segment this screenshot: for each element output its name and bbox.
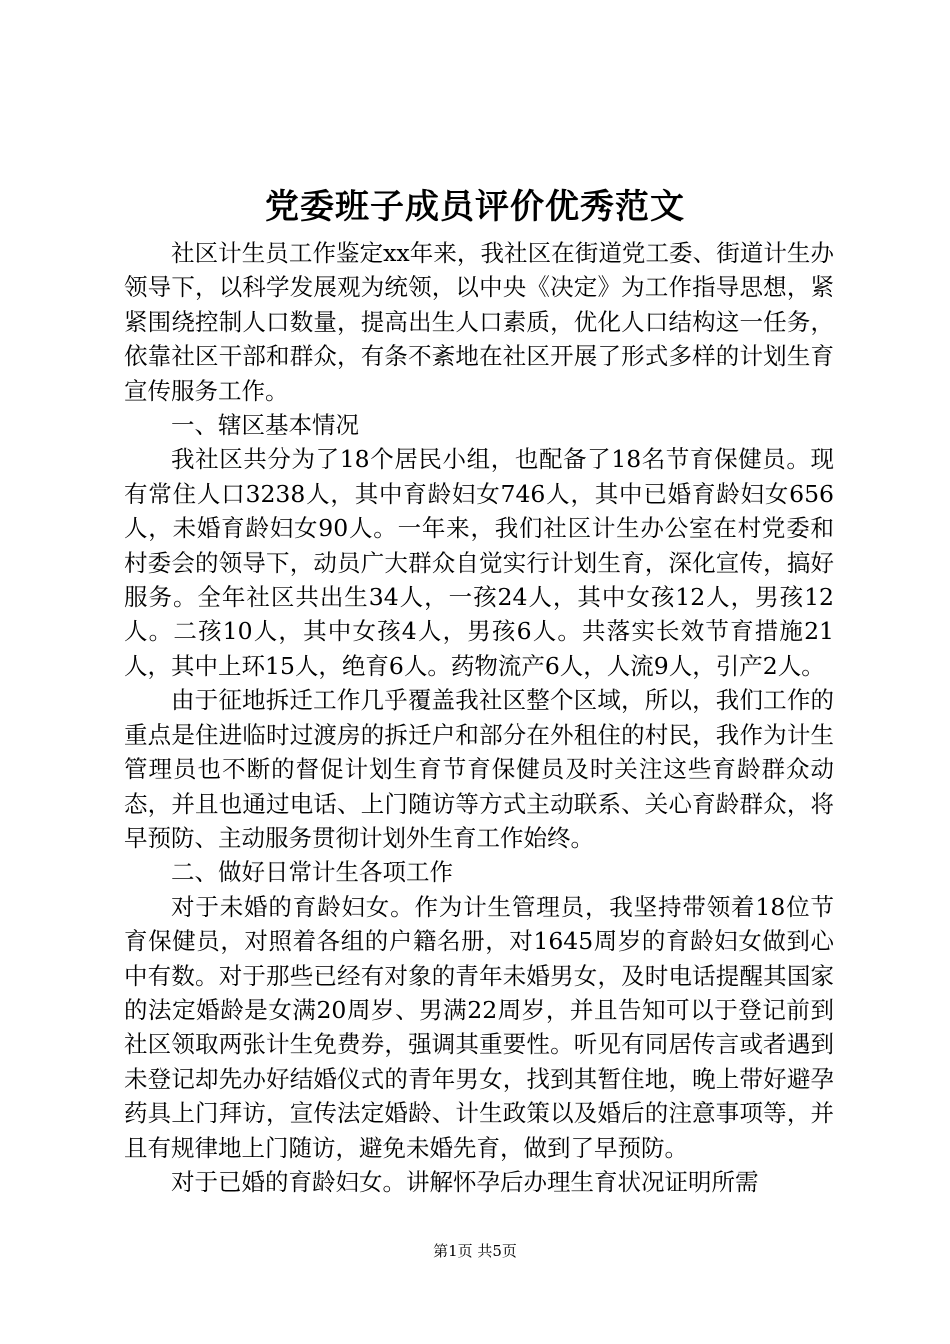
paragraph-intro: 社区计生员工作鉴定xx年来，我社区在街道党工委、街道计生办领导下，以科学发展观为统领，以中央《决定》为工作指导思想，紧紧围绕控制人口数量，提高出生人口素质，优化人口结构这一任务，依靠社区干部和群众，有条不紊地在社区开展了形式多样的计划生育宣传服务工作。: [124, 239, 834, 405]
paragraph-married-women: 对于已婚的育龄妇女。讲解怀孕后办理生育状况证明所需: [171, 1167, 759, 1196]
document-body: [124, 236, 834, 1199]
page-footer: 第1页 共5页: [433, 1242, 517, 1260]
document-title: 党委班子成员评价优秀范文: [265, 187, 685, 227]
paragraph-unmarried-women: 对于未婚的育龄妇女。作为计生管理员，我坚持带领着18位节育保健员，对照着各组的户籍名册，对1645周岁的育龄妇女做到心中有数。对于那些已经有对象的青年未婚男女，及时电话提醒其国家的法定婚龄是女满20周岁、男满22周岁，并且告知可以于登记前到社区领取两张计生免费券，强调其重要性。听见有同居传言或者遇到未登记却先办好结婚仪式的青年男女，找到其暂住地，晚上带好避孕药具上门拜访，宣传法定婚龄、计生政策以及婚后的注意事项等，并且有规律地上门随访，避免未婚先育，做到了早预防。: [124, 892, 834, 1162]
section-heading-2: 二、做好日常计生各项工作: [171, 858, 453, 887]
paragraph-district-info: 我社区共分为了18个居民小组，也配备了18名节育保健员。现有常住人口3238人，其中育龄妇女746人，其中已婚育龄妇女656人，未婚育龄妇女90人。一年来，我们社区计生办公室在村党委和村委会的领导下，动员广大群众自觉实行计划生育，深化宣传，搞好服务。全年社区共出生34人，一孩24人，其中女孩12人，男孩12人。二孩10人，其中女孩4人，男孩6人。共落实长效节育措施21人，其中上环15人，绝育6人。药物流产6人，人流9人，引产2人。: [124, 445, 834, 680]
paragraph-demolition-work: 由于征地拆迁工作几乎覆盖我社区整个区域，所以，我们工作的重点是住进临时过渡房的拆迁户和部分在外租住的村民，我作为计生管理员也不断的督促计划生育节育保健员及时关注这些育龄群众动态，并且也通过电话、上门随访等方式主动联系、关心育龄群众，将早预防、主动服务贯彻计划外生育工作始终。: [124, 686, 834, 852]
section-heading-1: 一、辖区基本情况: [171, 411, 359, 440]
